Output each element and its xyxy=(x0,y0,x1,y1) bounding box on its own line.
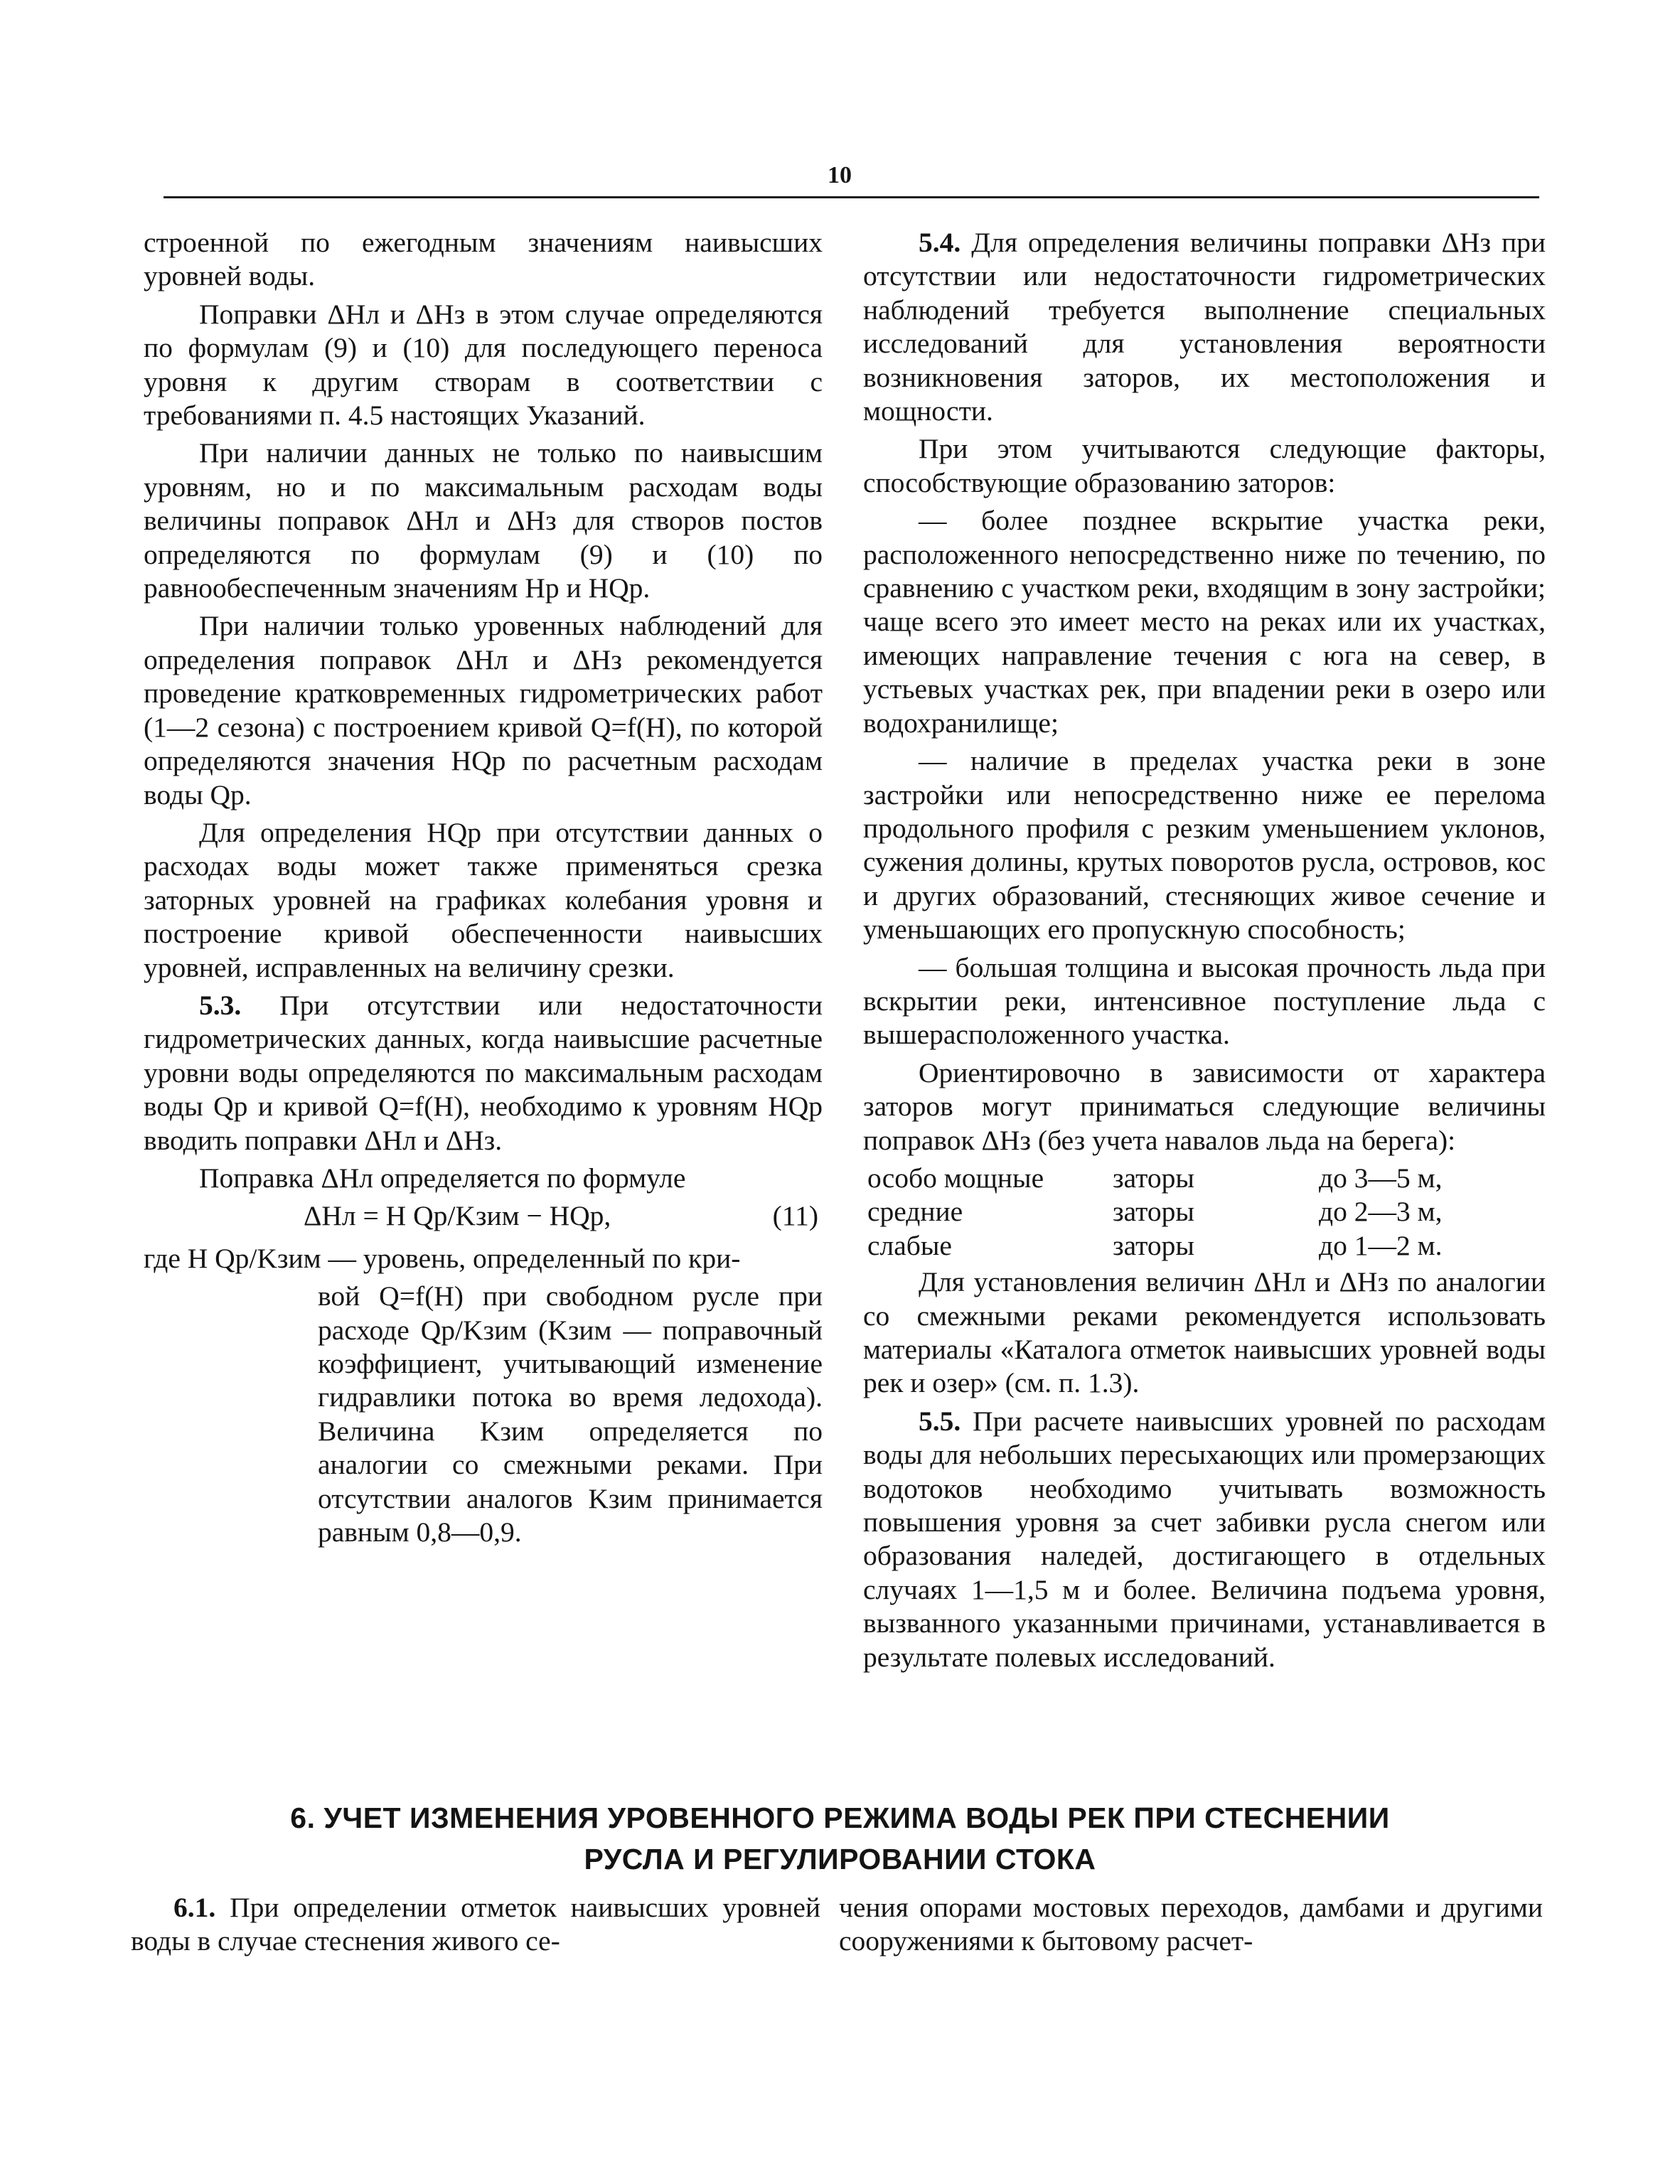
heading-line: РУСЛА И РЕГУЛИРОВАНИИ СТОКА xyxy=(584,1843,1096,1875)
paragraph-5-3 xyxy=(144,989,823,1157)
paragraph-text: При расчете наивысших уровней по расходам воды для небольших пересыхающих или промерзающих водотоков необходимо учитывать возможность повышения уровня за счет забивки русла снегом или образования наледей, достигающего в отдельных случаях 1—1,5 м и более. Величина подъема уровня, вызванного указанными причинами, устанавливается в результате полевых исследований. xyxy=(863,1405,1546,1673)
paragraph: — более позднее вскрытие участка реки, расположенного непосредственно ниже по течению, по сравнению с участком реки, входящим в зону застройки; чаще всего это имеет место на реках или их участках, имеющих направление течения с юга на север, в устьевых участках рек, при впадении реки в озеро или водохранилище; xyxy=(863,505,1546,739)
heading-line: 6. УЧЕТ ИЗМЕНЕНИЯ УРОВЕННОГО РЕЖИМА ВОДЫ РЕК ПРИ СТЕСНЕНИИ xyxy=(290,1802,1390,1834)
paragraph: Для установления величин ΔHл и ΔHз по аналогии со смежными реками рекомендуется использовать материалы «Каталога отметок наивысших уровней воды рек и озер» (см. п. 1.3). xyxy=(863,1266,1546,1399)
where-clause: где H Qp/Kзим — уровень, определенный по кри- xyxy=(144,1242,741,1274)
formula-11 xyxy=(144,1199,823,1233)
jam-type: особо мощные xyxy=(867,1162,1044,1194)
paragraph-text: Для определения величины поправки ΔHз при отсутствии или недостаточности гидрометрических наблюдений требуется выполнение специальных исследований для установления вероятности возникновения заторов, их местоположения и мощности. xyxy=(863,227,1546,427)
jam-word: заторы xyxy=(1113,1162,1194,1194)
jam-value: до 2—3 м, xyxy=(1319,1196,1443,1228)
section-left-column xyxy=(131,1891,820,1959)
paragraph: Ориентировочно в зависимости от характера заторов могут приниматься следующие величины поправок ΔHз (без учета навалов льда на берега): xyxy=(863,1056,1546,1156)
paragraph: При этом учитываются следующие факторы, способствующие образованию заторов: xyxy=(863,433,1546,498)
section-heading xyxy=(128,1797,1552,1880)
paragraph: При наличии только уровенных наблюдений для определения поправок ΔHл и ΔHз рекомендуется проведение кратковременных гидрометрических работ (1—2 сезона) с построением кривой Q=f(H), по которой определяются значения HQp по расчетным расходам воды Qp. xyxy=(144,610,823,810)
list-item xyxy=(867,1195,1546,1228)
jam-values-list xyxy=(867,1162,1546,1263)
paragraph: При наличии данных не только по наивысшим уровням, но и по максимальным расходам воды величины поправок ΔHл и ΔHз для створов постов определяются по формулам (9) и (10) по равнообеспеченным значениям Hp и HQp. xyxy=(144,437,823,604)
paragraph: Поправки ΔHл и ΔHз в этом случае определяются по формулам (9) и (10) для последующего переноса уровня к другим створам в соответствии с требованиями п. 4.5 настоящих Указаний. xyxy=(144,298,823,432)
paragraph: Поправка ΔHл определяется по формуле xyxy=(199,1162,686,1194)
clause-number: 6.1. xyxy=(173,1892,216,1923)
paragraph-5-4 xyxy=(863,226,1546,428)
paragraph-6-1 xyxy=(131,1891,820,1959)
list-item xyxy=(867,1229,1546,1263)
paragraph: Для определения HQp при отсутствии данных о расходах воды может также применяться срезка заторных уровней на графиках колебания уровня и построение кривой обеспеченности наивысших уровней, исправленных на величину срезки. xyxy=(144,816,823,983)
jam-word: заторы xyxy=(1113,1196,1194,1228)
jam-type: средние xyxy=(867,1196,963,1228)
jam-type: слабые xyxy=(867,1229,952,1261)
left-column xyxy=(144,226,823,1549)
paragraph-5-5 xyxy=(863,1405,1546,1674)
list-item xyxy=(867,1162,1546,1195)
paragraph-text: При определении отметок наивысших уровней воды в случае стеснения живого се- xyxy=(131,1892,820,1957)
jam-word: заторы xyxy=(1113,1229,1194,1261)
paragraph: чения опорами мостовых переходов, дамбами и другими сооружениями к бытовому расчет- xyxy=(839,1892,1543,1957)
paragraph: — большая толщина и высокая прочность льда при вскрытии реки, интенсивное поступление льда с вышерасположенного участка. xyxy=(863,951,1546,1051)
section-right-column xyxy=(839,1891,1543,1959)
jam-value: до 3—5 м, xyxy=(1319,1162,1443,1194)
clause-number: 5.5. xyxy=(919,1405,961,1437)
page-number: 10 xyxy=(828,162,852,188)
paragraph: строенной по ежегодным значениям наивысших уровней воды. xyxy=(144,227,823,292)
formula-expression: ΔHл = H Qp/Kзим − HQp, xyxy=(304,1200,611,1232)
paragraph: — наличие в пределах участка реки в зоне застройки или непосредственно ниже ее перелома продольного профиля с резким уменьшением уклонов, сужения долины, крутых поворотов русла, островов, кос и других образований, стесняющих живое сечение и уменьшающих его пропускную способность; xyxy=(863,745,1546,946)
header-rule xyxy=(164,196,1539,198)
where-description: вой Q=f(H) при свободном русле при расходе Qp/Kзим (Kзим — поправочный коэффициент, учитывающий изменение гидравлики потока во время ледохода). Величина Kзим определяется по аналогии со смежными реками. При отсутствии аналогов Kзим принимается равным 0,8—0,9. xyxy=(318,1280,823,1548)
clause-number: 5.3. xyxy=(199,989,242,1021)
paragraph-text: При отсутствии или недостаточности гидрометрических данных, когда наивысшие расчетные уровни воды определяются по максимальным расходам воды Qp и кривой Q=f(H), необходимо к уровням HQp вводить поправки ΔHл и ΔHз. xyxy=(144,989,823,1156)
formula-number: (11) xyxy=(772,1200,818,1232)
jam-value: до 1—2 м. xyxy=(1319,1229,1443,1261)
right-column xyxy=(863,226,1546,1679)
clause-number: 5.4. xyxy=(919,227,961,258)
